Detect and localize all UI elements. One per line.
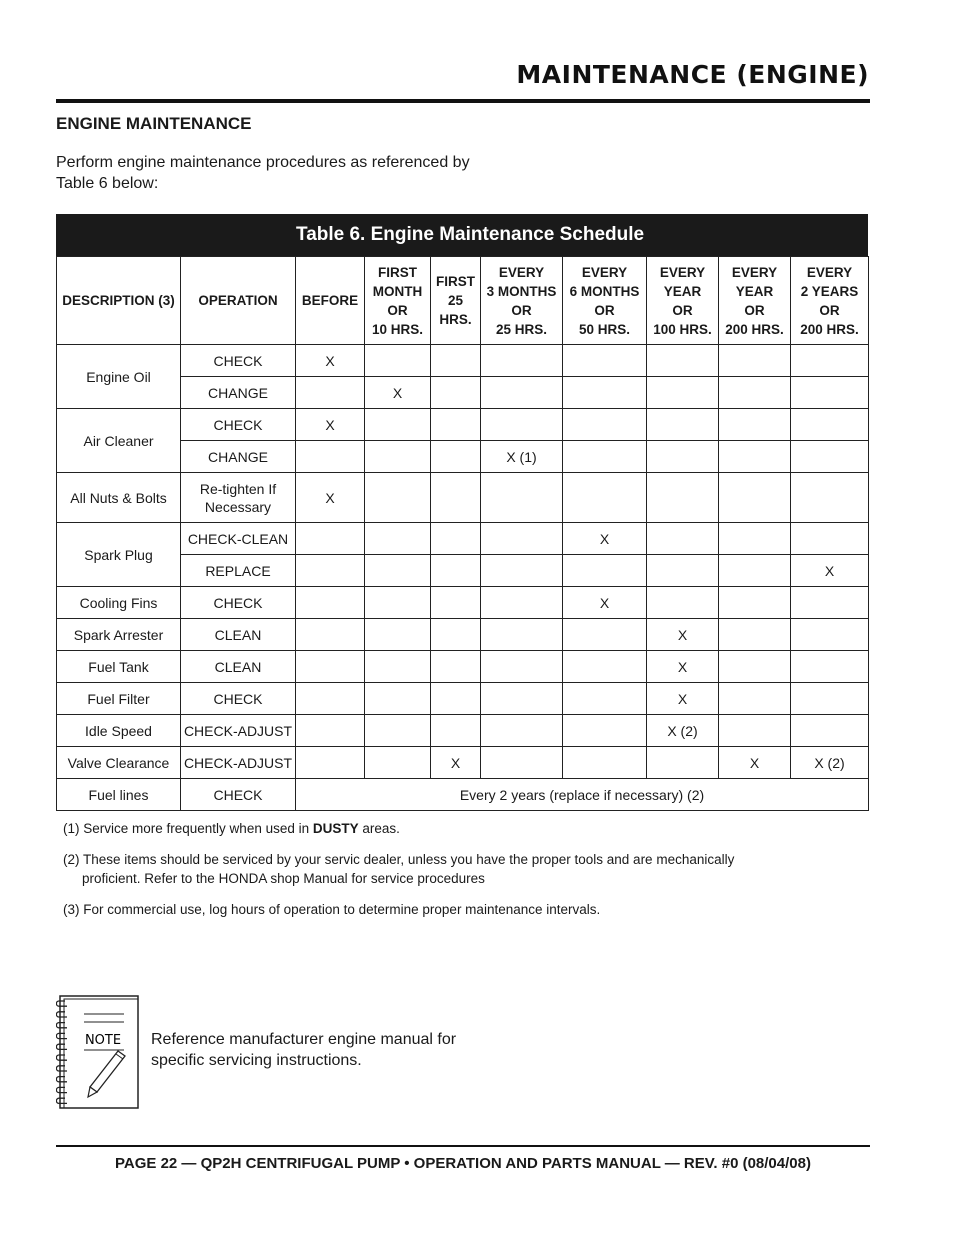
interval-cell xyxy=(563,683,647,715)
column-header-line: OR xyxy=(744,302,765,318)
column-header-line: OR xyxy=(672,302,693,318)
description-cell: All Nuts & Bolts xyxy=(57,473,181,523)
operation-line: Re-tighten If xyxy=(199,480,277,497)
interval-cell xyxy=(647,345,719,377)
title-divider xyxy=(56,99,870,103)
operation-cell xyxy=(181,747,296,779)
column-header xyxy=(481,257,563,345)
column-header-line: MONTH xyxy=(372,283,423,299)
note-line-1: Reference manufacturer engine manual for xyxy=(151,1031,457,1048)
interval-cell xyxy=(296,523,365,555)
interval-cell xyxy=(431,619,481,651)
operation-cell xyxy=(181,441,296,473)
interval-cell xyxy=(296,651,365,683)
page-title: MAINTENANCE (ENGINE) xyxy=(516,60,869,89)
column-header xyxy=(431,257,481,345)
interval-cell xyxy=(296,377,365,409)
section-heading: ENGINE MAINTENANCE xyxy=(56,114,252,133)
operation-cell xyxy=(181,473,296,523)
description-cell: Fuel Filter xyxy=(57,683,181,715)
column-header-line: 200 HRS. xyxy=(725,321,784,337)
interval-cell xyxy=(296,619,365,651)
interval-cell xyxy=(296,587,365,619)
operation-line: CLEAN xyxy=(214,658,262,675)
interval-cell xyxy=(791,377,869,409)
operation-line: Necessary xyxy=(204,498,272,515)
interval-cell xyxy=(563,651,647,683)
interval-cell xyxy=(431,683,481,715)
interval-cell xyxy=(481,747,563,779)
column-header xyxy=(365,257,431,345)
interval-cell xyxy=(296,441,365,473)
schedule-table xyxy=(56,256,869,811)
table-row xyxy=(57,747,869,779)
interval-cell xyxy=(481,555,563,587)
column-header-line: OR xyxy=(387,302,408,318)
page-footer: PAGE 22 — QP2H CENTRIFUGAL PUMP • OPERATION AND PARTS MANUAL — REV. #0 (08/04/08) xyxy=(115,1155,811,1172)
table-row xyxy=(57,779,869,811)
interval-cell xyxy=(365,409,431,441)
column-header-line: 200 HRS. xyxy=(800,321,859,337)
interval-cell xyxy=(791,683,869,715)
interval-cell xyxy=(365,683,431,715)
operation-cell xyxy=(181,377,296,409)
operation-line: CHANGE xyxy=(208,448,268,465)
interval-cell xyxy=(563,345,647,377)
interval-cell xyxy=(791,619,869,651)
operation-line: CHECK-ADJUST xyxy=(183,754,293,771)
column-header-line: BEFORE xyxy=(301,293,359,308)
interval-cell xyxy=(365,747,431,779)
operation-line: CHECK xyxy=(213,352,263,369)
column-header-line: 50 HRS. xyxy=(578,321,631,337)
table-row xyxy=(57,715,869,747)
interval-cell xyxy=(647,523,719,555)
interval-cell xyxy=(431,715,481,747)
note-line-2: specific servicing instructions. xyxy=(151,1052,362,1069)
table-header-row xyxy=(57,257,869,345)
interval-cell xyxy=(647,377,719,409)
interval-cell xyxy=(563,377,647,409)
description-cell: Spark Plug xyxy=(57,523,181,587)
operation-line: CLEAN xyxy=(214,626,262,643)
interval-cell xyxy=(431,345,481,377)
interval-cell xyxy=(647,587,719,619)
column-header-line: HRS. xyxy=(439,312,472,327)
footer-divider xyxy=(56,1145,870,1147)
footnote-1-end: areas. xyxy=(358,821,400,836)
interval-cell: X xyxy=(791,555,869,587)
interval-cell xyxy=(791,409,869,441)
interval-cell: X xyxy=(647,619,719,651)
footnote-2-line-1: (2) These items should be serviced by your servic dealer, unless you have the proper tools and are mechanically xyxy=(63,852,735,867)
column-header-line: EVERY xyxy=(806,264,853,280)
table-row xyxy=(57,587,869,619)
footnotes xyxy=(63,819,763,931)
column-header xyxy=(563,257,647,345)
column-header-line: DESCRIPTION (3) xyxy=(62,293,175,308)
operation-cell xyxy=(181,555,296,587)
interval-cell xyxy=(647,409,719,441)
column-header xyxy=(647,257,719,345)
interval-cell xyxy=(791,345,869,377)
description-cell: Idle Speed xyxy=(57,715,181,747)
interval-cell: X (1) xyxy=(481,441,563,473)
interval-cell xyxy=(296,683,365,715)
operation-line: REPLACE xyxy=(205,562,271,579)
interval-cell xyxy=(647,473,719,523)
interval-cell xyxy=(563,555,647,587)
interval-cell xyxy=(296,715,365,747)
interval-cell xyxy=(719,651,791,683)
table-caption: Table 6. Engine Maintenance Schedule xyxy=(56,214,868,256)
intro-line-2: Table 6 below: xyxy=(56,175,159,192)
interval-cell xyxy=(563,441,647,473)
interval-cell xyxy=(481,473,563,523)
interval-cell xyxy=(563,747,647,779)
column-header-line: 25 xyxy=(447,293,464,308)
interval-cell xyxy=(296,747,365,779)
footnote-2 xyxy=(63,850,763,888)
interval-cell xyxy=(563,619,647,651)
operation-line: CHECK xyxy=(213,786,263,803)
operation-cell xyxy=(181,683,296,715)
column-header-line: 3 MONTHS xyxy=(486,283,557,299)
interval-cell: X xyxy=(719,747,791,779)
operation-line: CHECK xyxy=(213,690,263,707)
column-header-line: EVERY xyxy=(581,264,628,280)
interval-cell xyxy=(431,587,481,619)
interval-cell xyxy=(481,683,563,715)
interval-cell xyxy=(481,715,563,747)
description-cell: Fuel Tank xyxy=(57,651,181,683)
column-header-line: EVERY xyxy=(659,264,706,280)
interval-cell: X xyxy=(296,473,365,523)
table-row xyxy=(57,523,869,555)
interval-cell xyxy=(365,619,431,651)
interval-cell xyxy=(647,555,719,587)
interval-cell xyxy=(365,473,431,523)
interval-cell xyxy=(719,715,791,747)
interval-cell: X (2) xyxy=(647,715,719,747)
column-header xyxy=(791,257,869,345)
interval-cell: X xyxy=(296,409,365,441)
column-header-line: OR xyxy=(511,302,532,318)
interval-cell: X xyxy=(296,345,365,377)
interval-cell xyxy=(481,651,563,683)
operation-line: CHECK xyxy=(213,416,263,433)
operation-cell xyxy=(181,523,296,555)
interval-cell xyxy=(365,587,431,619)
footnote-2-line-2: proficient. Refer to the HONDA shop Manual for service procedures xyxy=(82,871,485,886)
table-row xyxy=(57,619,869,651)
maintenance-table xyxy=(56,214,868,811)
interval-cell: X xyxy=(647,651,719,683)
column-header-line: EVERY xyxy=(498,264,545,280)
interval-cell xyxy=(365,523,431,555)
notepad-icon xyxy=(56,995,140,1109)
interval-cell xyxy=(719,473,791,523)
interval-cell xyxy=(481,587,563,619)
interval-cell xyxy=(719,555,791,587)
description-cell: Cooling Fins xyxy=(57,587,181,619)
column-header-line: EVERY xyxy=(731,264,778,280)
interval-cell xyxy=(365,555,431,587)
interval-cell: X xyxy=(647,683,719,715)
interval-cell xyxy=(365,441,431,473)
intro-line-1: Perform engine maintenance procedures as referenced by xyxy=(56,154,470,171)
interval-cell: X xyxy=(563,523,647,555)
interval-cell xyxy=(296,555,365,587)
description-cell: Fuel lines xyxy=(57,779,181,811)
operation-line: CHECK xyxy=(213,594,263,611)
interval-cell: X xyxy=(431,747,481,779)
column-header-line: 100 HRS. xyxy=(653,321,712,337)
operation-line: CHECK-CLEAN xyxy=(187,530,289,547)
interval-cell xyxy=(791,441,869,473)
description-cell: Valve Clearance xyxy=(57,747,181,779)
column-header-line: YEAR xyxy=(663,283,702,299)
operation-cell xyxy=(181,619,296,651)
interval-cell xyxy=(791,523,869,555)
column-header xyxy=(719,257,791,345)
interval-cell xyxy=(719,377,791,409)
interval-cell xyxy=(719,587,791,619)
table-row xyxy=(57,409,869,441)
interval-cell xyxy=(481,523,563,555)
interval-cell xyxy=(791,715,869,747)
interval-cell xyxy=(719,409,791,441)
operation-cell xyxy=(181,409,296,441)
interval-cell xyxy=(647,747,719,779)
interval-cell xyxy=(431,555,481,587)
interval-cell xyxy=(365,345,431,377)
interval-cell: X (2) xyxy=(791,747,869,779)
column-header xyxy=(181,257,296,345)
column-header-line: 10 HRS. xyxy=(371,321,424,337)
interval-span-cell: Every 2 years (replace if necessary) (2) xyxy=(296,779,869,811)
description-cell: Air Cleaner xyxy=(57,409,181,473)
column-header-line: OR xyxy=(819,302,840,318)
table-row xyxy=(57,473,869,523)
interval-cell xyxy=(719,441,791,473)
note-text xyxy=(151,1029,461,1071)
operation-cell xyxy=(181,779,296,811)
footnote-1 xyxy=(63,819,763,838)
interval-cell xyxy=(791,651,869,683)
interval-cell xyxy=(365,715,431,747)
intro-paragraph xyxy=(56,152,476,194)
column-header-line: FIRST xyxy=(436,274,475,289)
operation-line: CHECK-ADJUST xyxy=(183,722,293,739)
column-header-line: OPERATION xyxy=(198,293,278,308)
column-header xyxy=(296,257,365,345)
interval-cell xyxy=(647,441,719,473)
table-row xyxy=(57,683,869,715)
column-header-line: 2 YEARS xyxy=(800,283,859,299)
interval-cell xyxy=(791,587,869,619)
interval-cell xyxy=(791,473,869,523)
interval-cell xyxy=(563,409,647,441)
table-row xyxy=(57,651,869,683)
interval-cell xyxy=(365,651,431,683)
operation-cell xyxy=(181,345,296,377)
operation-cell xyxy=(181,587,296,619)
column-header-line: YEAR xyxy=(735,283,774,299)
operation-cell xyxy=(181,715,296,747)
interval-cell xyxy=(719,619,791,651)
interval-cell xyxy=(431,409,481,441)
column-header-line: OR xyxy=(594,302,615,318)
operation-cell xyxy=(181,651,296,683)
interval-cell xyxy=(431,441,481,473)
column-header-line: 25 HRS. xyxy=(495,321,548,337)
interval-cell xyxy=(481,345,563,377)
interval-cell xyxy=(481,409,563,441)
interval-cell xyxy=(563,473,647,523)
operation-line: CHANGE xyxy=(208,384,268,401)
footnote-3: (3) For commercial use, log hours of operation to determine proper maintenance intervals. xyxy=(63,902,601,917)
column-header-line: 6 MONTHS xyxy=(569,283,640,299)
table-row xyxy=(57,345,869,377)
column-header-line: FIRST xyxy=(378,264,417,280)
interval-cell xyxy=(719,683,791,715)
interval-cell xyxy=(481,619,563,651)
interval-cell xyxy=(719,345,791,377)
note-icon-label: NOTE xyxy=(84,1033,122,1048)
interval-cell xyxy=(431,473,481,523)
interval-cell xyxy=(431,523,481,555)
description-cell: Engine Oil xyxy=(57,345,181,409)
description-cell: Spark Arrester xyxy=(57,619,181,651)
footnote-1-emphasis: DUSTY xyxy=(312,821,359,836)
interval-cell xyxy=(481,377,563,409)
interval-cell xyxy=(431,651,481,683)
column-header xyxy=(57,257,181,345)
interval-cell xyxy=(431,377,481,409)
footnote-1-text: (1) Service more frequently when used in xyxy=(63,821,313,836)
interval-cell: X xyxy=(365,377,431,409)
interval-cell xyxy=(719,523,791,555)
interval-cell xyxy=(563,715,647,747)
interval-cell: X xyxy=(563,587,647,619)
